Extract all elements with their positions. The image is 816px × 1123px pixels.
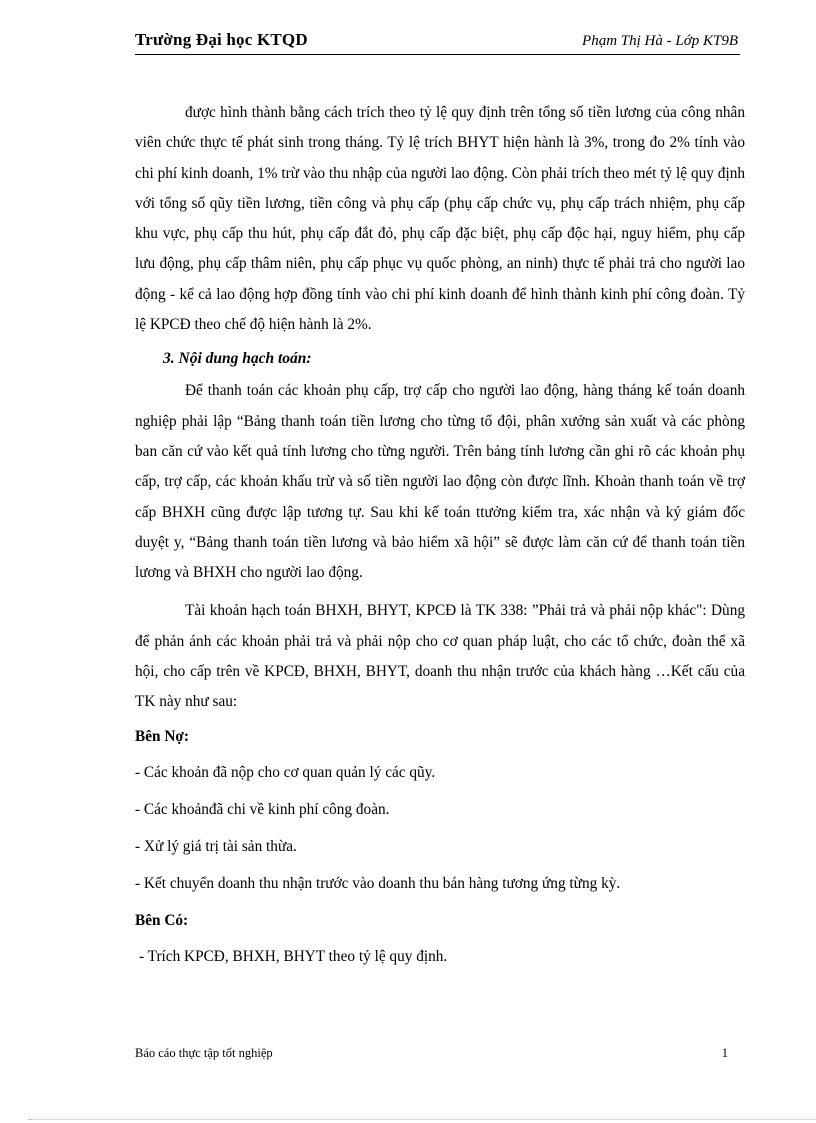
ben-co-label: Bên Có: xyxy=(135,911,189,929)
ben-no-item: - Xử lý giá trị tài sản thừa. xyxy=(135,837,297,855)
header-school-name: Trường Đại học KTQD xyxy=(135,30,308,49)
header-author-class: Phạm Thị Hà - Lớp KT9B xyxy=(582,33,738,49)
ben-no-label: Bên Nợ: xyxy=(135,727,189,745)
ben-co-item: - Trích KPCĐ, BHXH, BHYT theo tỷ lệ quy định. xyxy=(139,947,448,965)
page-footer xyxy=(135,1046,740,1064)
ben-no-item: - Kết chuyển doanh thu nhận trước vào doanh thu bán hàng tương ứng từng kỳ. xyxy=(135,874,621,892)
page-number: 1 xyxy=(721,1046,728,1060)
section-heading: 3. Nội dung hạch toán: xyxy=(163,350,312,368)
paragraph-2: Để thanh toán các khoản phụ cấp, trợ cấp cho người lao động, hàng tháng kế toán doanh nghiệp phải lập “Bảng thanh toán tiền lương cho từng tổ đội, phân xưởng sản xuất và các phòng ban căn cứ vào kết quả tính lương cho từng người. Trên bảng tính lương cần ghi rõ các khoản phụ cấp, trợ cấp, các khoản khấu trừ và số tiền người lao động còn được lĩnh. Khoản thanh toán về trợ cấp BHXH cũng được lập tương tự. Sau khi kế toán ttưởng kiểm tra, xác nhận và ký giám đốc duyệt y, “Bảng thanh toán tiền lương và bảo hiểm xã hội” sẽ được làm căn cứ để thanh toán tiền lương và BHXH cho người lao động. xyxy=(135,382,745,582)
footer-report-title: Báo cáo thực tập tốt nghiệp xyxy=(135,1046,273,1060)
paragraph-3: Tài khoản hạch toán BHXH, BHYT, KPCĐ là TK 338: ”Phải trả và phải nộp khác": Dùng để phản ánh các khoản phải trả và phải nộp cho cơ quan pháp luật, cho các tổ chức, đoàn thể xã hội, cho cấp trên về KPCĐ, BHXH, BHYT, doanh thu nhận trước của khách hàng …Kết cấu của TK này như sau: xyxy=(135,602,745,711)
ben-no-item: - Các khoảnđã chi về kinh phí công đoàn. xyxy=(135,800,390,818)
document-body xyxy=(135,98,745,979)
page-header xyxy=(135,30,740,55)
page-boundary xyxy=(28,1119,816,1120)
ben-no-item: - Các khoản đã nộp cho cơ quan quản lý các qũy. xyxy=(135,763,436,781)
paragraph-1: được hình thành bằng cách trích theo tỷ lệ quy định trên tổng số tiền lương của công nhân viên chức thực tế phát sinh trong tháng. Tỷ lệ trích BHYT hiện hành là 3%, trong đo 2% tính vào chi phí kinh doanh, 1% trừ vào thu nhập của người lao động. Còn phải trích theo mét tỷ lệ quy định với tổng số qũy tiền lương, tiền công và phụ cấp (phụ cấp chức vụ, phụ cấp trách nhiệm, phụ cấp khu vực, phụ cấp thu hút, phụ cấp đắt đỏ, phụ cấp đặc biệt, phụ cấp độc hại, nguy hiểm, phụ cấp lưu động, phụ cấp thâm niên, phụ cấp phục vụ quốc phòng, an ninh) thực tế phải trả cho người lao động - kể cả lao động hợp đồng tính vào chi phí kinh doanh để hình thành kinh phí công đoàn. Tỷ lệ KPCĐ theo chế độ hiện hành là 2%. xyxy=(135,104,745,334)
